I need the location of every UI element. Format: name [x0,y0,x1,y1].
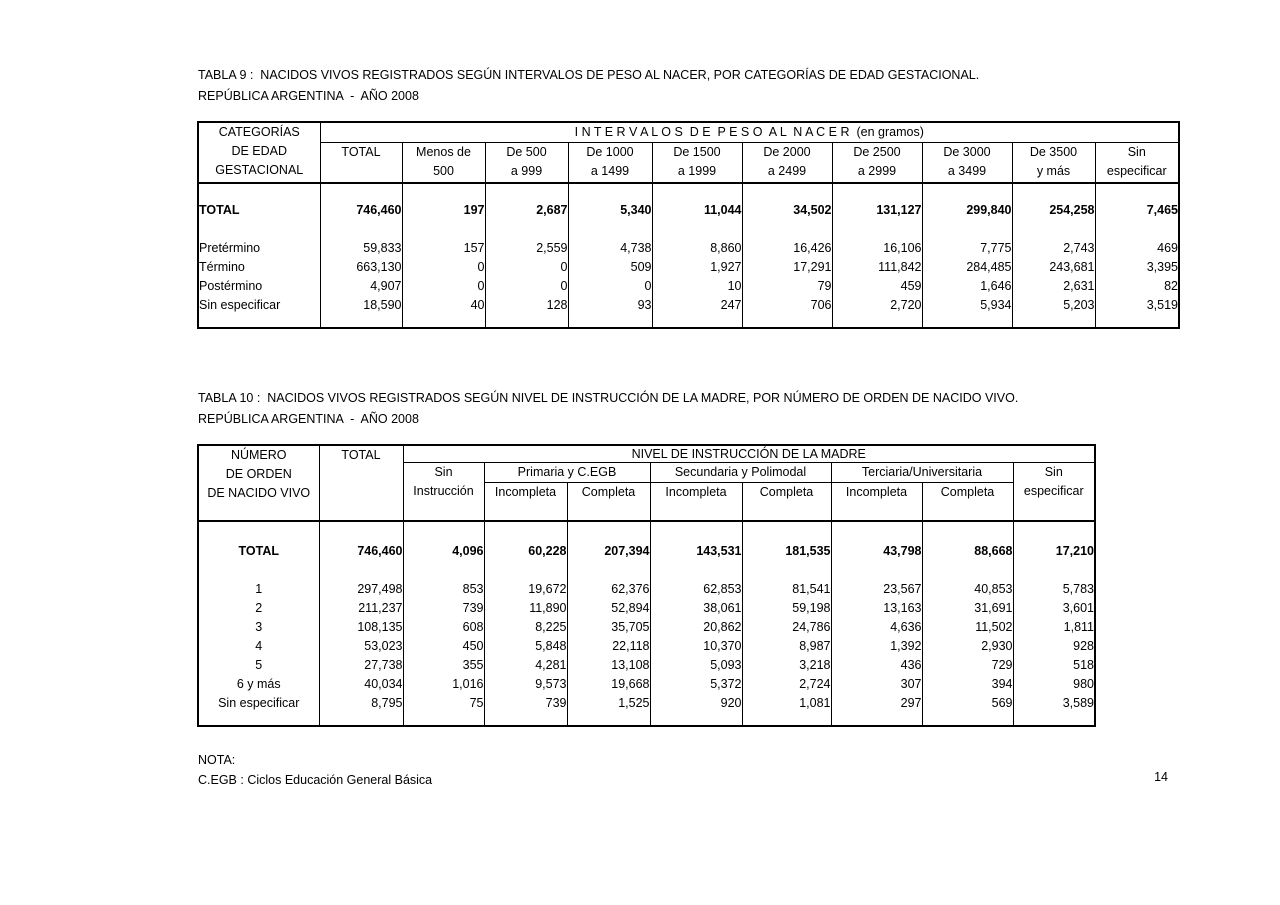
data-cell: 1,525 [567,694,650,713]
data-cell: 509 [568,258,652,277]
row-label: 5 [198,656,319,675]
data-cell: 3,218 [742,656,831,675]
data-cell: 27,738 [319,656,403,675]
column-header-cell: De 3500 y más [1012,142,1095,183]
column-header-cell: Incompleta [484,483,567,521]
column-header-cell: Completa [742,483,831,521]
header-row [198,445,1095,463]
data-cell: 17,291 [742,258,832,277]
spacer-row [198,220,1179,239]
column-header-cell: Sin especificar [1013,463,1095,521]
data-cell: 299,840 [922,201,1012,220]
data-cell: 469 [1095,239,1179,258]
data-cell: 207,394 [567,542,650,561]
data-cell: 16,426 [742,239,832,258]
group-header-cell: Secundaria y Polimodal [650,463,831,483]
data-cell: 53,023 [319,637,403,656]
data-cell: 284,485 [922,258,1012,277]
data-cell: 459 [832,277,922,296]
data-cell: 93 [568,296,652,315]
table-row [198,580,1095,599]
table-row [198,694,1095,713]
table9 [197,121,1180,329]
data-cell: 111,842 [832,258,922,277]
data-cell: 0 [568,277,652,296]
data-cell: 62,376 [567,580,650,599]
data-cell: 920 [650,694,742,713]
data-cell: 43,798 [831,542,922,561]
data-cell: 143,531 [650,542,742,561]
data-cell: 569 [922,694,1013,713]
data-cell: 706 [742,296,832,315]
data-cell: 4,636 [831,618,922,637]
data-cell: 4,738 [568,239,652,258]
corner-line: DE ORDEN [225,467,292,481]
data-cell: 853 [403,580,484,599]
data-cell: 75 [403,694,484,713]
note-label: NOTA: [198,753,236,767]
data-cell: 3,395 [1095,258,1179,277]
span-header-cell: I N T E R V A L O S D E P E S O A L N A C E R (en gramos) [320,122,1179,142]
data-cell: 81,541 [742,580,831,599]
data-cell: 181,535 [742,542,831,561]
data-cell: 10 [652,277,742,296]
data-cell: 5,203 [1012,296,1095,315]
data-cell: 0 [485,258,568,277]
data-cell: 40,853 [922,580,1013,599]
data-cell: 243,681 [1012,258,1095,277]
column-header-cell: De 3000 a 3499 [922,142,1012,183]
data-cell: 746,460 [320,201,402,220]
corner-line: DE NACIDO VIVO [207,486,311,500]
data-cell: 2,743 [1012,239,1095,258]
row-label: Pretérmino [198,239,320,258]
data-cell: 11,044 [652,201,742,220]
corner-line: GESTACIONAL [215,163,304,177]
column-header-cell: De 2000 a 2499 [742,142,832,183]
data-cell: 8,987 [742,637,831,656]
table9-subtitle: REPÚBLICA ARGENTINA - AÑO 2008 [198,89,419,103]
data-cell: 35,705 [567,618,650,637]
row-label: 2 [198,599,319,618]
table9-title: TABLA 9 : NACIDOS VIVOS REGISTRADOS SEGÚN INTERVALOS DE PESO AL NACER, POR CATEGORÍAS DE EDAD GESTACIONAL. [198,68,980,82]
data-cell: 729 [922,656,1013,675]
span-header-cell: NIVEL DE INSTRUCCIÓN DE LA MADRE [403,445,1095,463]
data-cell: 739 [484,694,567,713]
data-cell: 307 [831,675,922,694]
data-cell: 450 [403,637,484,656]
data-cell: 980 [1013,675,1095,694]
data-cell: 4,907 [320,277,402,296]
data-cell: 62,853 [650,580,742,599]
spacer-row [198,713,1095,726]
column-header-cell: De 2500 a 2999 [832,142,922,183]
data-cell: 8,225 [484,618,567,637]
data-cell: 5,340 [568,201,652,220]
data-cell: 59,198 [742,599,831,618]
data-cell: 82 [1095,277,1179,296]
data-cell: 0 [402,258,485,277]
spacer-row [198,183,1179,201]
data-cell: 17,210 [1013,542,1095,561]
data-cell: 8,795 [319,694,403,713]
data-cell: 1,016 [403,675,484,694]
data-cell: 355 [403,656,484,675]
table-row [198,637,1095,656]
column-header-cell: Completa [922,483,1013,521]
data-cell: 0 [402,277,485,296]
data-cell: 3,589 [1013,694,1095,713]
data-cell: 663,130 [320,258,402,277]
column-header-cell: De 500 a 999 [485,142,568,183]
data-cell: 79 [742,277,832,296]
corner-line: DE EDAD [231,144,288,158]
data-cell: 436 [831,656,922,675]
row-label: Sin especificar [198,296,320,315]
data-cell: 1,811 [1013,618,1095,637]
spacer-row [198,521,1095,542]
table-row [198,258,1179,277]
spacer-row [198,561,1095,580]
data-cell: 5,848 [484,637,567,656]
table-row [198,656,1095,675]
data-cell: 928 [1013,637,1095,656]
data-cell: 24,786 [742,618,831,637]
data-cell: 38,061 [650,599,742,618]
column-header-cell: TOTAL [319,445,403,521]
data-cell: 11,890 [484,599,567,618]
data-cell: 1,927 [652,258,742,277]
column-header-cell: Completa [567,483,650,521]
data-cell: 211,237 [319,599,403,618]
column-header-cell: Sin Instrucción [403,463,484,521]
row-label: TOTAL [198,201,320,220]
data-cell: 13,163 [831,599,922,618]
data-cell: 2,720 [832,296,922,315]
row-label: 4 [198,637,319,656]
data-cell: 108,135 [319,618,403,637]
data-cell: 297 [831,694,922,713]
data-cell: 5,093 [650,656,742,675]
corner-cell [198,122,320,183]
data-cell: 2,724 [742,675,831,694]
table-row [198,542,1095,561]
table10 [197,444,1096,727]
table-row [198,239,1179,258]
column-header-cell: Incompleta [650,483,742,521]
data-cell: 4,281 [484,656,567,675]
data-cell: 9,573 [484,675,567,694]
data-cell: 5,783 [1013,580,1095,599]
page-number: 14 [1154,770,1168,784]
column-header-cell: De 1000 a 1499 [568,142,652,183]
data-cell: 4,096 [403,542,484,561]
table-row [198,277,1179,296]
data-cell: 3,519 [1095,296,1179,315]
data-cell: 2,559 [485,239,568,258]
row-label: 6 y más [198,675,319,694]
data-cell: 16,106 [832,239,922,258]
data-cell: 7,775 [922,239,1012,258]
table-row [198,675,1095,694]
data-cell: 40 [402,296,485,315]
data-cell: 8,860 [652,239,742,258]
column-header-cell: Menos de 500 [402,142,485,183]
data-cell: 11,502 [922,618,1013,637]
data-cell: 31,691 [922,599,1013,618]
data-cell: 5,934 [922,296,1012,315]
data-cell: 52,894 [567,599,650,618]
data-cell: 34,502 [742,201,832,220]
data-cell: 59,833 [320,239,402,258]
data-cell: 608 [403,618,484,637]
data-cell: 128 [485,296,568,315]
data-cell: 13,108 [567,656,650,675]
data-cell: 297,498 [319,580,403,599]
data-cell: 60,228 [484,542,567,561]
table-row [198,618,1095,637]
data-cell: 18,590 [320,296,402,315]
data-cell: 746,460 [319,542,403,561]
data-cell: 7,465 [1095,201,1179,220]
data-cell: 2,687 [485,201,568,220]
row-label: TOTAL [198,542,319,561]
data-cell: 131,127 [832,201,922,220]
table10-title: TABLA 10 : NACIDOS VIVOS REGISTRADOS SEGÚN NIVEL DE INSTRUCCIÓN DE LA MADRE, POR NÚMERO DE ORDEN DE NACIDO VIVO. [198,391,1019,405]
data-cell: 518 [1013,656,1095,675]
data-cell: 739 [403,599,484,618]
header-row [198,122,1179,142]
data-cell: 19,672 [484,580,567,599]
header-row [198,142,1179,183]
table-row [198,201,1179,220]
table10-subtitle: REPÚBLICA ARGENTINA - AÑO 2008 [198,412,419,426]
data-cell: 394 [922,675,1013,694]
data-cell: 22,118 [567,637,650,656]
row-label: Sin especificar [198,694,319,713]
row-label: 1 [198,580,319,599]
data-cell: 1,392 [831,637,922,656]
row-label: Término [198,258,320,277]
data-cell: 88,668 [922,542,1013,561]
data-cell: 1,081 [742,694,831,713]
data-cell: 0 [485,277,568,296]
corner-line: CATEGORÍAS [218,125,300,139]
data-cell: 10,370 [650,637,742,656]
column-header-cell: De 1500 a 1999 [652,142,742,183]
data-cell: 40,034 [319,675,403,694]
data-cell: 157 [402,239,485,258]
table-row [198,599,1095,618]
data-cell: 3,601 [1013,599,1095,618]
row-label: 3 [198,618,319,637]
column-header-cell: Incompleta [831,483,922,521]
data-cell: 2,631 [1012,277,1095,296]
note-text: C.EGB : Ciclos Educación General Básica [198,773,433,787]
corner-cell [198,445,319,521]
column-header-cell: TOTAL [320,142,402,183]
data-cell: 1,646 [922,277,1012,296]
table-row [198,296,1179,315]
data-cell: 254,258 [1012,201,1095,220]
spacer-row [198,315,1179,328]
group-header-cell: Terciaria/Universitaria [831,463,1013,483]
data-cell: 2,930 [922,637,1013,656]
data-cell: 247 [652,296,742,315]
column-header-cell: Sin especificar [1095,142,1179,183]
corner-line: NÚMERO [230,448,287,462]
row-label: Postérmino [198,277,320,296]
data-cell: 19,668 [567,675,650,694]
data-cell: 23,567 [831,580,922,599]
data-cell: 5,372 [650,675,742,694]
group-header-cell: Primaria y C.EGB [484,463,650,483]
data-cell: 197 [402,201,485,220]
data-cell: 20,862 [650,618,742,637]
